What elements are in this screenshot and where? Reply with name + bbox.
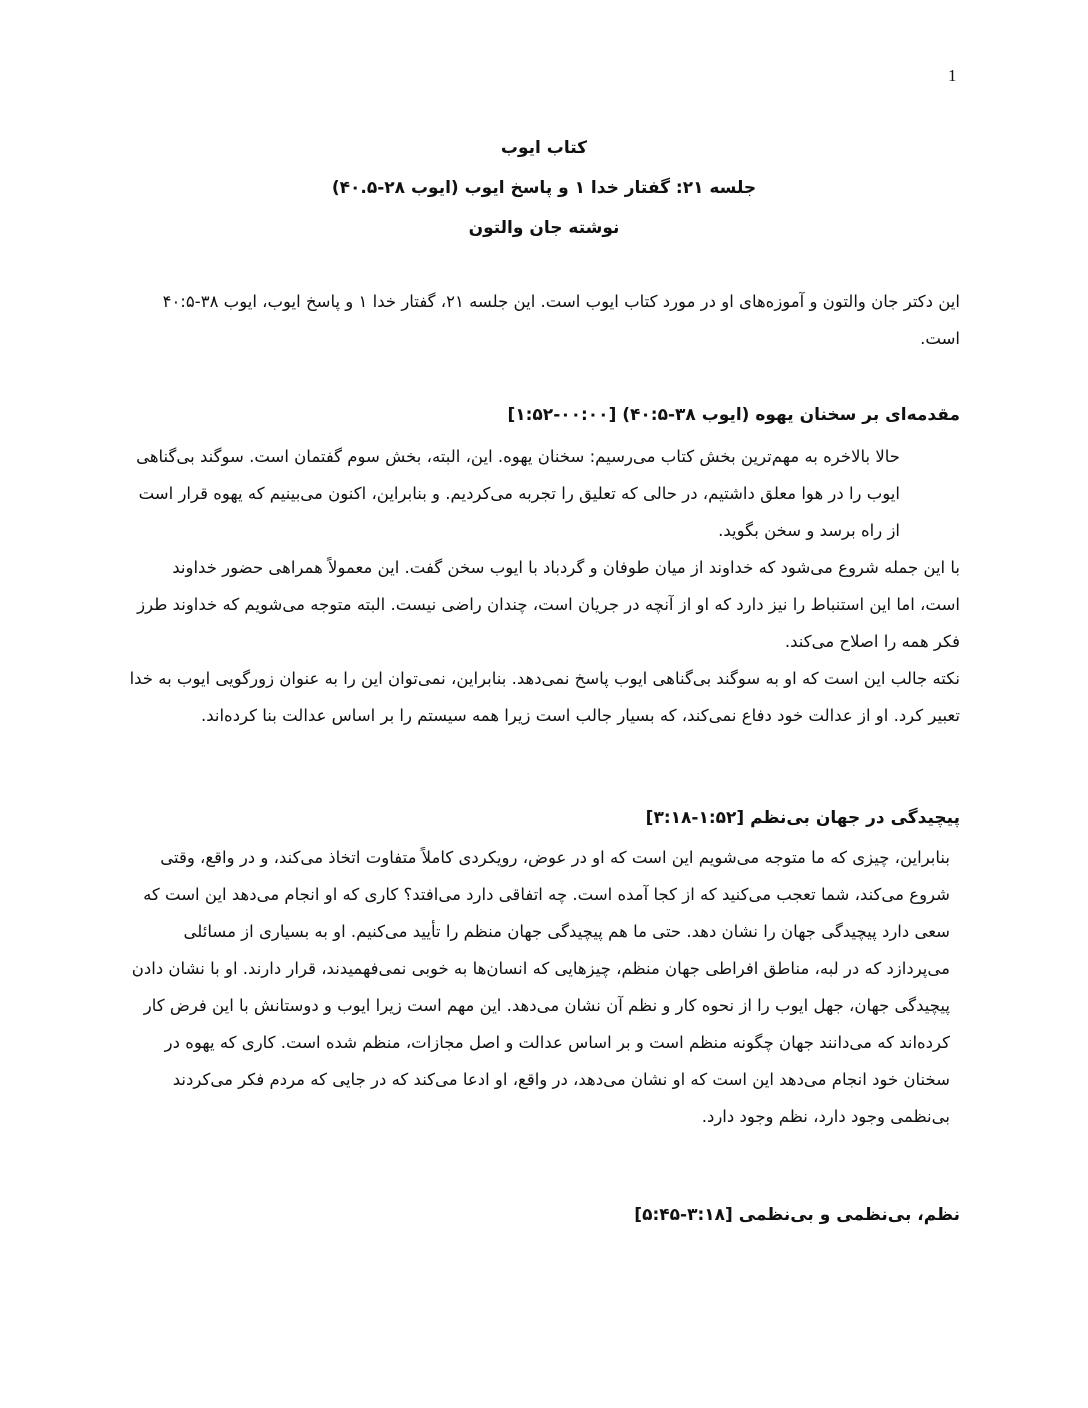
section-introduction	[128, 400, 960, 734]
author-line: نوشته جان والتون	[468, 218, 620, 238]
section-heading: نظم، بی‌نظمی و بی‌نظمی [۳:۱۸-۵:۴۵]	[634, 1205, 960, 1225]
paragraph: بنابراین، چیزی که ما متوجه می‌شویم این است که او در عوض، رویکردی کاملاً متفاوت اتخاذ می‌کند، و در واقع، وقتی شروع می‌کند، شما تعجب می‌کنید که از کجا آمده است. چه اتفاقی دارد می‌افتد؟ کاری که او انجام می‌دهد این است که سعی دارد پیچیدگی جهان را نشان دهد. حتی ما هم پیچیدگی جهان منظم را تأیید می‌کنیم. او به بسیاری از مسائلی می‌پردازد که در لبه، مناطق افراطی جهان منظم، چیزهایی که انسان‌ها به خوبی نمی‌فهمیدند، قرار دارند. او با نشان دادن پیچیدگی جهان، جهل ایوب را از نحوه کار و نظم آن نشان می‌دهد. این مهم است زیرا ایوب و دوستانش با این فرض کار کرده‌اند که می‌دانند جهان چگونه منظم است و بر اساس عدالت و اصل مجازات، منظم شده است. کاری که یهوه در سخنان خود انجام می‌دهد این است که او نشان می‌دهد، در واقع، او ادعا می‌کند که در جایی که مردم فکر می‌کردند بی‌نظمی وجود دارد، نظم وجود دارد.	[131, 848, 950, 1126]
paragraph: با این جمله شروع می‌شود که خداوند از میان طوفان و گردباد با ایوب سخن گفت. این معمولاً همراهی حضور خداوند است، اما این استنباط را نیز دارد که او از آنچه در جریان است، چندان راضی نیست. البته متوجه می‌شویم که خداوند طرز فکر همه را اصلاح می‌کند.	[137, 558, 960, 651]
paragraph: حالا بالاخره به مهم‌ترین بخش کتاب می‌رسیم: سخنان یهوه. این، البته، بخش سوم گفتمان است. سوگند بی‌گناهی ایوب را در هوا معلق داشتیم، در حالی که تعلیق را تجربه می‌کردیم. و بنابراین، اکنون می‌بینیم که یهوه قرار است از راه برسد و سخن بگوید.	[136, 447, 900, 540]
book-title: کتاب ایوب	[500, 138, 588, 158]
intro-paragraph: این دکتر جان والتون و آموزه‌های او در مورد کتاب ایوب است. این جلسه ۲۱، گفتار خدا ۱ و پاسخ ایوب، ایوب ۳۸-۴۰:۵ است.	[162, 292, 960, 348]
title-block	[0, 128, 1088, 248]
page-number: 1	[948, 66, 957, 85]
section-order-disorder	[128, 1200, 960, 1230]
section-heading: پیچیدگی در جهان بی‌نظم [۱:۵۲-۳:۱۸]	[645, 808, 960, 828]
paragraph: نکته جالب این است که او به سوگند بی‌گناهی ایوب پاسخ نمی‌دهد. بنابراین، نمی‌توان این را به عنوان زورگویی ایوب به خدا تعبیر کرد. او از عدالت خود دفاع نمی‌کند، که بسیار جالب است زیرا همه سیستم را بر اساس عدالت بنا کرده‌اند.	[129, 669, 960, 725]
section-complexity	[128, 803, 960, 1135]
section-heading: مقدمه‌ای بر سخنان یهوه (ایوب ۳۸-۴۰:۵) [۰۰:۰۰-۱:۵۲]	[507, 405, 960, 425]
session-title: جلسه ۲۱: گفتار خدا ۱ و پاسخ ایوب (ایوب ۲۸-۴۰.۵)	[331, 178, 757, 198]
